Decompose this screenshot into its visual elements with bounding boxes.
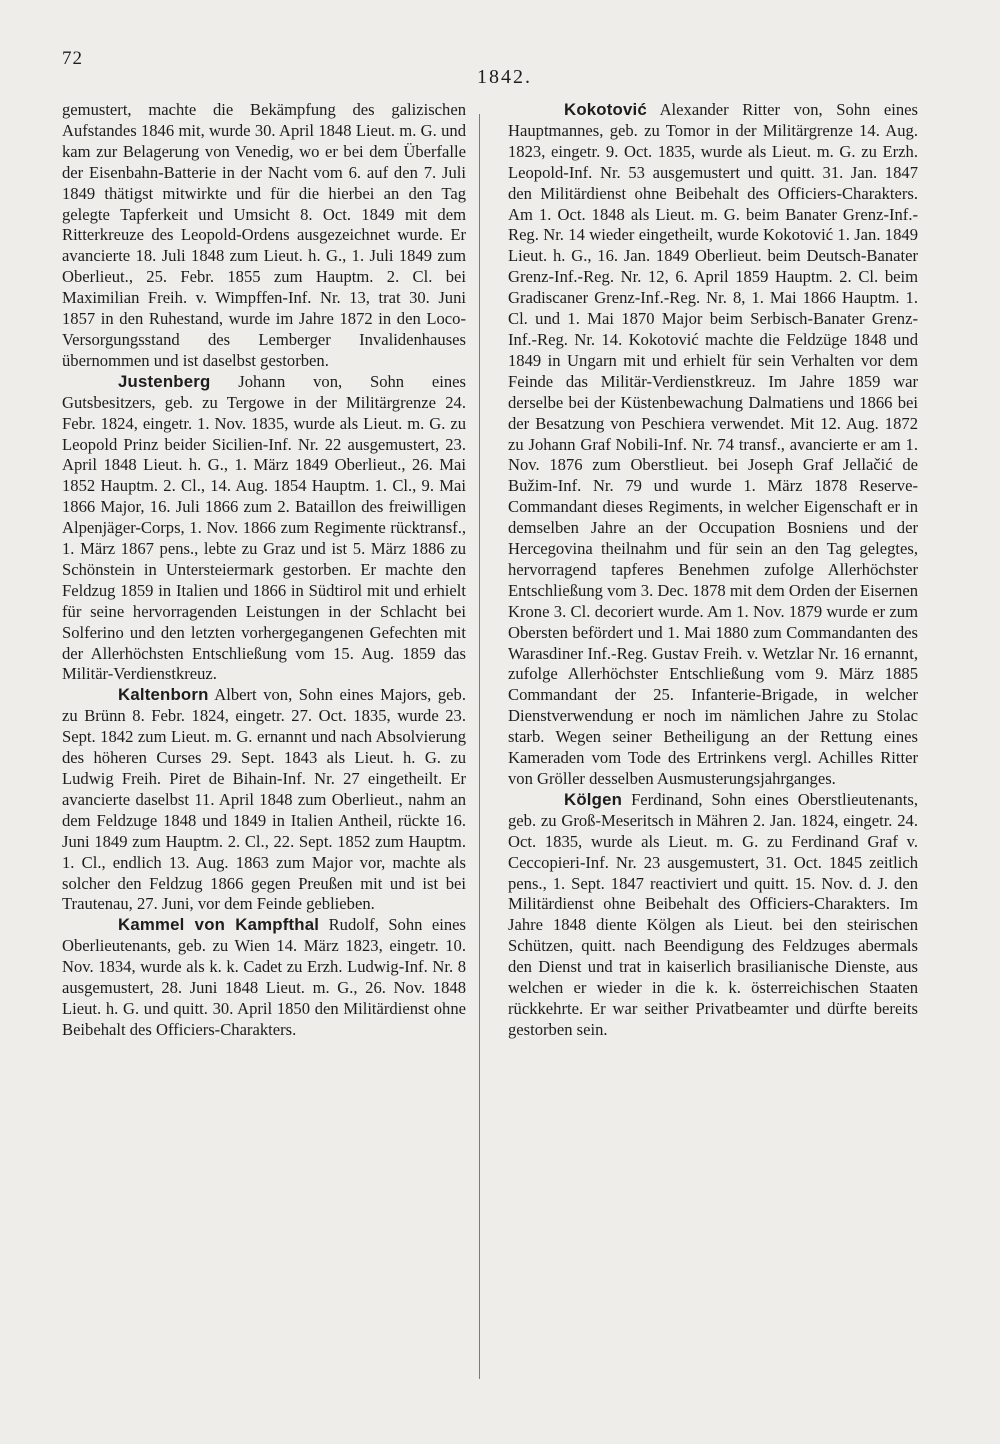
entry-surname: Kaltenborn — [118, 685, 209, 705]
left-column — [62, 100, 466, 1041]
entry-text: Rudolf, Sohn eines Oberlieutenants, geb. zu Wien 14. März 1823, eingetr. 10. Nov. 1834, wurde als k. k. Cadet zu Erzh. Ludwig-Inf. Nr. 8 ausgemustert, 28. Juni 1848 Lieut. m. G., 26. Nov. 1848 Lieut. h. G. und quitt. 30. April 1850 den Militärdienst ohne Beibehalt des Officiers-Charakters. — [62, 915, 466, 1039]
entry-paragraph — [62, 372, 466, 686]
page-number: 72 — [62, 48, 83, 69]
entry-surname: Justenberg — [118, 371, 211, 391]
entry-text: Albert von, Sohn eines Majors, geb. zu Brünn 8. Febr. 1824, eingetr. 27. Oct. 1835, wurde 23. Sept. 1842 zum Lieut. m. G. ernannt und nach Absolvierung des höheren Curses 29. Sept. 1843 als Lieut. h. G. zu Ludwig Freih. Piret de Bihain-Inf. Nr. 27 eingetheilt. Er avancierte daselbst 11. April 1848 zum Oberlieut., nahm an dem Feldzuge 1848 und 1849 in Italien Antheil, rückte 16. Juni 1849 zum Hauptm. 2. Cl., 22. Sept. 1852 zum Hauptm. 1. Cl., endlich 13. Aug. 1863 zum Major vor, machte als solcher den Feldzug 1866 gegen Preußen mit und ist bei Trautenau, 27. Juni, vor dem Feinde geblieben. — [62, 685, 466, 914]
entry-paragraph — [508, 790, 918, 1041]
entry-surname: Kölgen — [564, 789, 623, 809]
entry-paragraph — [508, 100, 918, 790]
entry-kammel-von-kampfthal — [62, 915, 466, 1040]
entry-paragraph — [62, 685, 466, 915]
entry-paragraph — [62, 915, 466, 1040]
column-divider — [479, 114, 480, 1379]
entry-text: Ferdinand, Sohn eines Oberstlieutenants, geb. zu Groß-Meseritsch in Mähren 2. Jan. 1824, eingetr. 24. Oct. 1835, wurde als Lieut. m. G. zu Ferdinand Graf v. Ceccopieri-Inf. Nr. 23 ausgemustert, 31. Oct. 1845 zeitlich pens., 1. Sept. 1847 reactiviert und quitt. 15. Nov. d. J. den Militärdienst ohne Beibehalt des Officiers-Charakters. Im Jahre 1848 diente Kölgen als Lieut. bei den steirischen Schützen, quitt. nach Beendigung des Feldzuges abermals den Dienst und trat in kaiserlich brasilianische Dienste, aus welchen er wieder in die k. k. österreichischen Staaten rückkehrte. Er war seither Privatbeamter und dürfte bereits gestorben sein. — [508, 789, 918, 1039]
entry-justenberg — [62, 372, 466, 686]
continuation-entry — [62, 100, 466, 372]
continuation-text: gemustert, machte die Bekämpfung des galizischen Aufstandes 1846 mit, wurde 30. April 1848 Lieut. m. G. und kam zur Belagerung von Venedig, wo er bei dem Überfalle der Eisenbahn-Batterie in der Nacht vom 6. auf den 7. Juli 1849 thätigst mitwirkte und für die hierbei an den Tag gelegte Tapferkeit und Umsicht 8. Oct. 1849 mit dem Ritterkreuze des Leopold-Ordens ausgezeichnet wurde. Er avancierte 18. Juli 1848 zum Lieut. h. G., 1. Juli 1849 zum Oberlieut., 25. Febr. 1855 zum Hauptm. 2. Cl. bei Maximilian Freih. v. Wimpffen-Inf. Nr. 13, trat 30. Juni 1857 in den Ruhestand, wurde im Jahre 1872 in den Loco-Versorgungsstand des Lemberger Invalidenhauses übernommen und ist daselbst gestorben. — [62, 100, 466, 370]
entry-text: Alexander Ritter von, Sohn eines Hauptmannes, geb. zu Tomor in der Militärgrenze 14. Aug. 1823, eingetr. 9. Oct. 1835, wurde als Lieut. m. G. zu Erzh. Leopold-Inf. Nr. 53 ausgemustert und quitt. 31. Jan. 1847 den Militärdienst ohne Beibehalt des Officiers-Charakters. Am 1. Oct. 1848 als Lieut. m. G. beim Banater Grenz-Inf.-Reg. Nr. 14 wieder eingetheilt, wurde Kokotović 1. Jan. 1849 Lieut. h. G., 16. Jan. 1849 Oberlieut. beim Deutsch-Banater Grenz-Inf.-Reg. Nr. 12, 6. April 1859 Hauptm. 2. Cl. beim Gradiscaner Grenz-Inf.-Reg. Nr. 8, 1. Mai 1866 Hauptm. 1. Cl. und 1. Mai 1870 Major beim Serbisch-Banater Grenz-Inf.-Reg. Nr. 14. Kokotović machte die Feldzüge 1848 und 1849 in Ungarn mit und erhielt für sein Verhalten vor dem Feinde das Militär-Verdienstkreuz. Im Jahre 1859 war derselbe bei der Küstenbewachung Dalmatiens und 1866 bei der Besatzung von Peschiera verwendet. Mit 12. Aug. 1872 zu Johann Graf Nobili-Inf. Nr. 74 transf., avancierte er am 1. Nov. 1876 zum Oberstlieut. bei Joseph Graf Jellačić de Bužim-Inf. Nr. 79 und wurde 1. März 1878 Reserve-Commandant dieses Regiments, in welcher Eigenschaft er in demselben Jahre an der Occupation Bosniens und der Hercegovina theilnahm und für sein an den Tag gelegtes, hervorragend tapferes Benehmen zufolge Allerhöchster Entschließung vom 3. Dec. 1878 mit dem Orden der Eisernen Krone 3. Cl. decoriert wurde. Am 1. Nov. 1879 wurde er zum Obersten befördert und 1. Mai 1880 zum Commandanten des Warasdiner Inf.-Reg. Gustav Freih. v. Wetzlar Nr. 16 ernannt, zufolge Allerhöchster Entschließung vom 9. März 1885 Commandant der 25. Infanterie-Brigade, in welcher Dienstverwendung er noch im nämlichen Jahre zu Stolac starb. Wegen seiner Betheiligung an der Rettung eines Kameraden vom Tode des Ertrinkens vergl. Achilles Ritter von Gröller desselben Ausmusterungsjahrganges. — [508, 100, 918, 788]
entry-text: Johann von, Sohn eines Gutsbesitzers, geb. zu Tergowe in der Militärgrenze 24. Febr. 1824, eingetr. 1. Nov. 1835, wurde als Lieut. m. G. zu Leopold Prinz beider Sicilien-Inf. Nr. 22 ausgemustert, 23. April 1848 Lieut. h. G., 1. März 1849 Oberlieut., 26. Mai 1852 Hauptm. 2. Cl., 14. Aug. 1854 Hauptm. 1. Cl., 9. Mai 1866 Major, 16. Juli 1866 zum 2. Bataillon des freiwilligen Alpenjäger-Corps, 1. Nov. 1866 zum Regimente rücktransf., 1. März 1867 pens., lebte zu Graz und ist 5. März 1886 zu Schönstein in Untersteiermark gestorben. Er machte den Feldzug 1859 in Italien und 1866 in Südtirol mit und erhielt für seine hervorragenden Leistungen in der Schlacht bei Solferino und den letzten vorhergegangenen Gefechten mit der Allerhöchsten Entschließung vom 15. Aug. 1859 das Militär-Verdienstkreuz. — [62, 371, 466, 684]
entry-surname: Kokotović — [564, 100, 647, 119]
entry-kolgen — [508, 790, 918, 1041]
page-year-heading: 1842. — [477, 66, 532, 88]
entry-kokotovic — [508, 100, 918, 790]
entry-surname: Kammel von Kampfthal — [118, 915, 320, 935]
right-column — [508, 100, 918, 1041]
entry-kaltenborn — [62, 685, 466, 915]
